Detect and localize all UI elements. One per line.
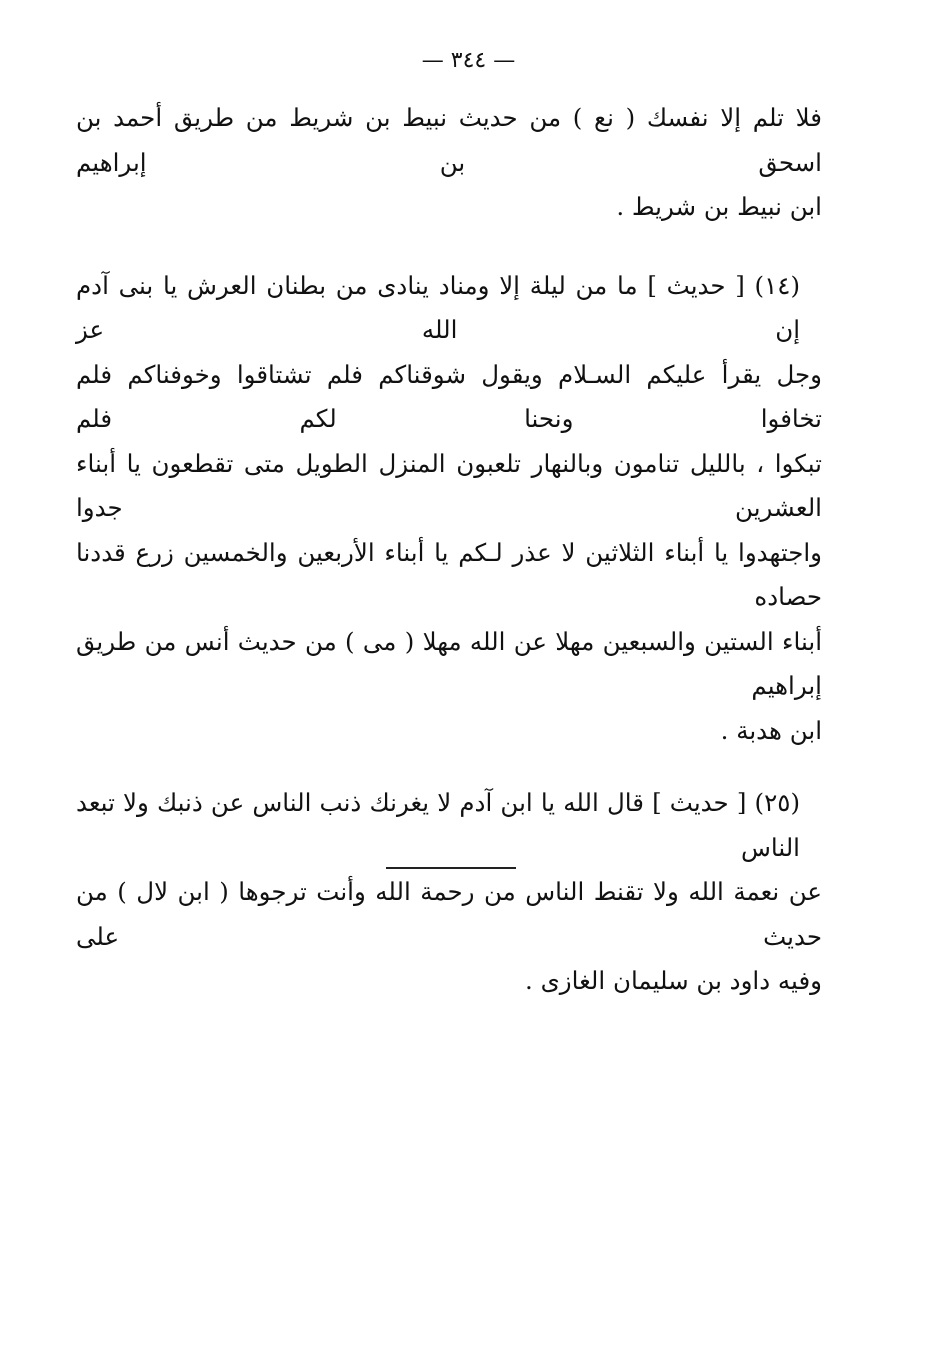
text-line: واجتهدوا يا أبناء الثلاثين لا عذر لـكم يا أبناء الأربعين والخمسين زرع قددنا حصاده xyxy=(76,537,822,611)
text-line: ابن هدبة . xyxy=(720,715,822,745)
text-line: فلا تلم إلا نفسك ( نع ) من حديث نبيط بن شريط من طريق أحمد بن اسحق بن إبراهيم xyxy=(76,103,822,177)
hadith-entry-14 xyxy=(76,264,822,754)
text-line: عن نعمة الله ولا تقنط الناس من رحمة الله وأنت ترجوها ( ابن لال ) من حديث على xyxy=(76,877,822,951)
text-line: تبكوا ، بالليل تنامون وبالنهار تلعبون المنزل الطويل متى تقطعون يا أبناء العشرين جدوا xyxy=(76,448,822,522)
paragraph-continuation xyxy=(76,96,822,230)
text-line: وفيه داود بن سليمان الغازى . xyxy=(525,966,822,995)
page-number: — ٣٤٤ — xyxy=(421,48,516,73)
text-line: أبناء الستين والسبعين مهلا عن الله مهلا ( مى ) من حديث أنس من طريق إبراهيم xyxy=(76,626,822,700)
section-divider xyxy=(386,867,516,869)
hadith-entry-25 xyxy=(76,781,822,1004)
text-line: (٢٥) [ حديث ] قال الله يا ابن آدم لا يغرنك ذنب الناس عن ذنبك ولا تبعد الناس xyxy=(76,788,800,862)
text-line: (١٤) [ حديث ] ما من ليلة إلا ومناد ينادى من بطنان العرش يا بنى آدم إن الله عز xyxy=(76,270,800,344)
text-line: ابن نبيط بن شريط . xyxy=(616,192,822,221)
text-line: وجل يقرأ عليكم السـلام ويقول شوقناكم فلم تشتاقوا وخوفناكم فلم تخافوا ونحنا لكم فلم xyxy=(76,359,822,433)
